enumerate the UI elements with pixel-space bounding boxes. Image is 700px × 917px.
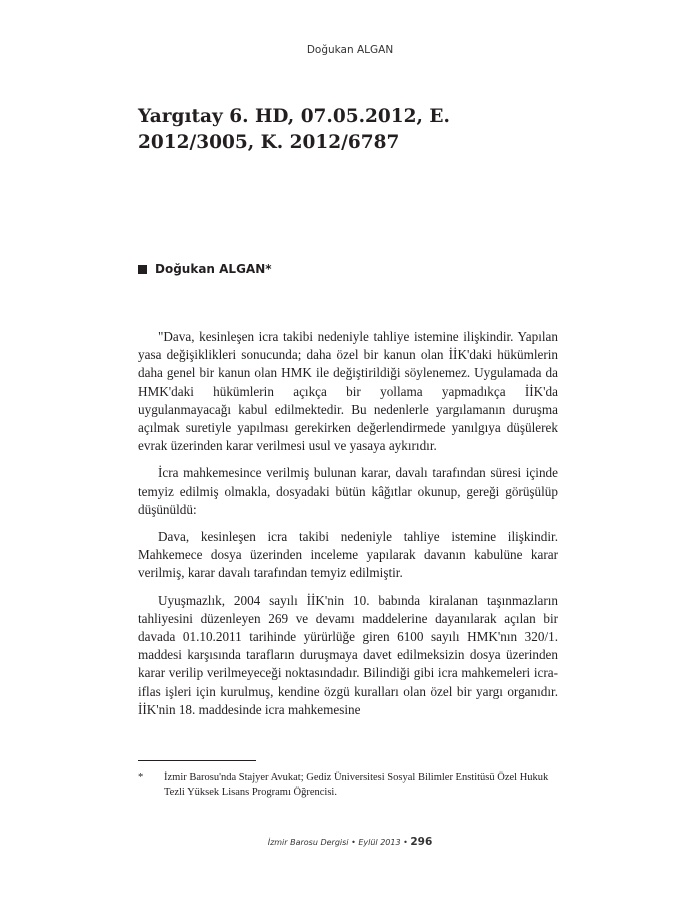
- paragraph: Uyuşmazlık, 2004 sayılı İİK'nin 10. babında kiralanan taşınmazların tahliyesini düzenleyen 269 ve devamı maddelerine dayanılarak açılan bir davada 01.10.2011 tarihinde yürürlüğe giren 6100 sayılı HMK'nın 320/1. maddesi karşısında tarafların duruşmaya davet edilmeksizin dosya üzerinden karar verilip verilmeyeceği noktasındadır. Bilindiği gibi icra mahkemeleri icra-iflas işleri için kurulmuş, kendine özgü kuralları olan özel bir yargı organıdır. İİK'nin 18. maddesinde icra mahkemesine: [138, 592, 558, 717]
- journal-name: İzmir Barosu Dergisi: [267, 838, 349, 847]
- running-header: Doğukan ALGAN: [306, 44, 394, 56]
- page-footer: [0, 836, 700, 848]
- article-body: [138, 328, 558, 728]
- square-bullet-icon: [138, 265, 147, 274]
- footnote-mark: *: [138, 772, 144, 783]
- author-line: [138, 262, 272, 276]
- paragraph: Dava, kesinleşen icra takibi nedeniyle tahliye istemine ilişkindir. Mahkemece dosya üzerinden inceleme yapılarak davanın kabulüne karar verilmiş, karar davalı tarafından temyiz edilmiştir.: [138, 529, 558, 581]
- journal-issue: Eylül 2013: [358, 838, 401, 847]
- footnote-divider: [138, 760, 256, 761]
- article-title: Yargıtay 6. HD, 07.05.2012, E. 2012/3005, K. 2012/6787: [138, 106, 450, 153]
- footnote: [138, 770, 558, 800]
- footnote-text: İzmir Barosu'nda Stajyer Avukat; Gediz Üniversitesi Sosyal Bilimler Enstitüsü Özel Hukuk Tezli Yüksek Lisans Programı Öğrencisi.: [164, 772, 549, 798]
- author-name: Doğukan ALGAN*: [155, 262, 272, 276]
- paragraph: "Dava, kesinleşen icra takibi nedeniyle tahliye istemine ilişkindir. Yapılan yasa değişiklikleri sonucunda; daha özel bir kanun olan İİK'daki hükümlerin daha genel bir kanun olan HMK ile değiştirildiği söylenemez. Uygulamada da HMK'daki hükümlerin açıkça bir yollama yapmadıkça İİK'da uygulanmayacağı kabul edilmektedir. Bu nedenlerle yargılamanın duruşma açılmak suretiyle yapılması gerekirken değerlendirmede yanılgıya düşülerek evrak üzerinden karar verilmesi usul ve yasaya aykırıdır.: [138, 329, 558, 454]
- footer-separator: •: [351, 838, 356, 847]
- paragraph: İcra mahkemesince verilmiş bulunan karar, davalı tarafından süresi içinde temyiz edilmiş olmakla, dosyadaki bütün kâğıtlar okunup, gereği görüşülüp düşünüldü:: [138, 465, 558, 517]
- footer-separator: •: [403, 838, 408, 847]
- page-number: 296: [410, 836, 433, 848]
